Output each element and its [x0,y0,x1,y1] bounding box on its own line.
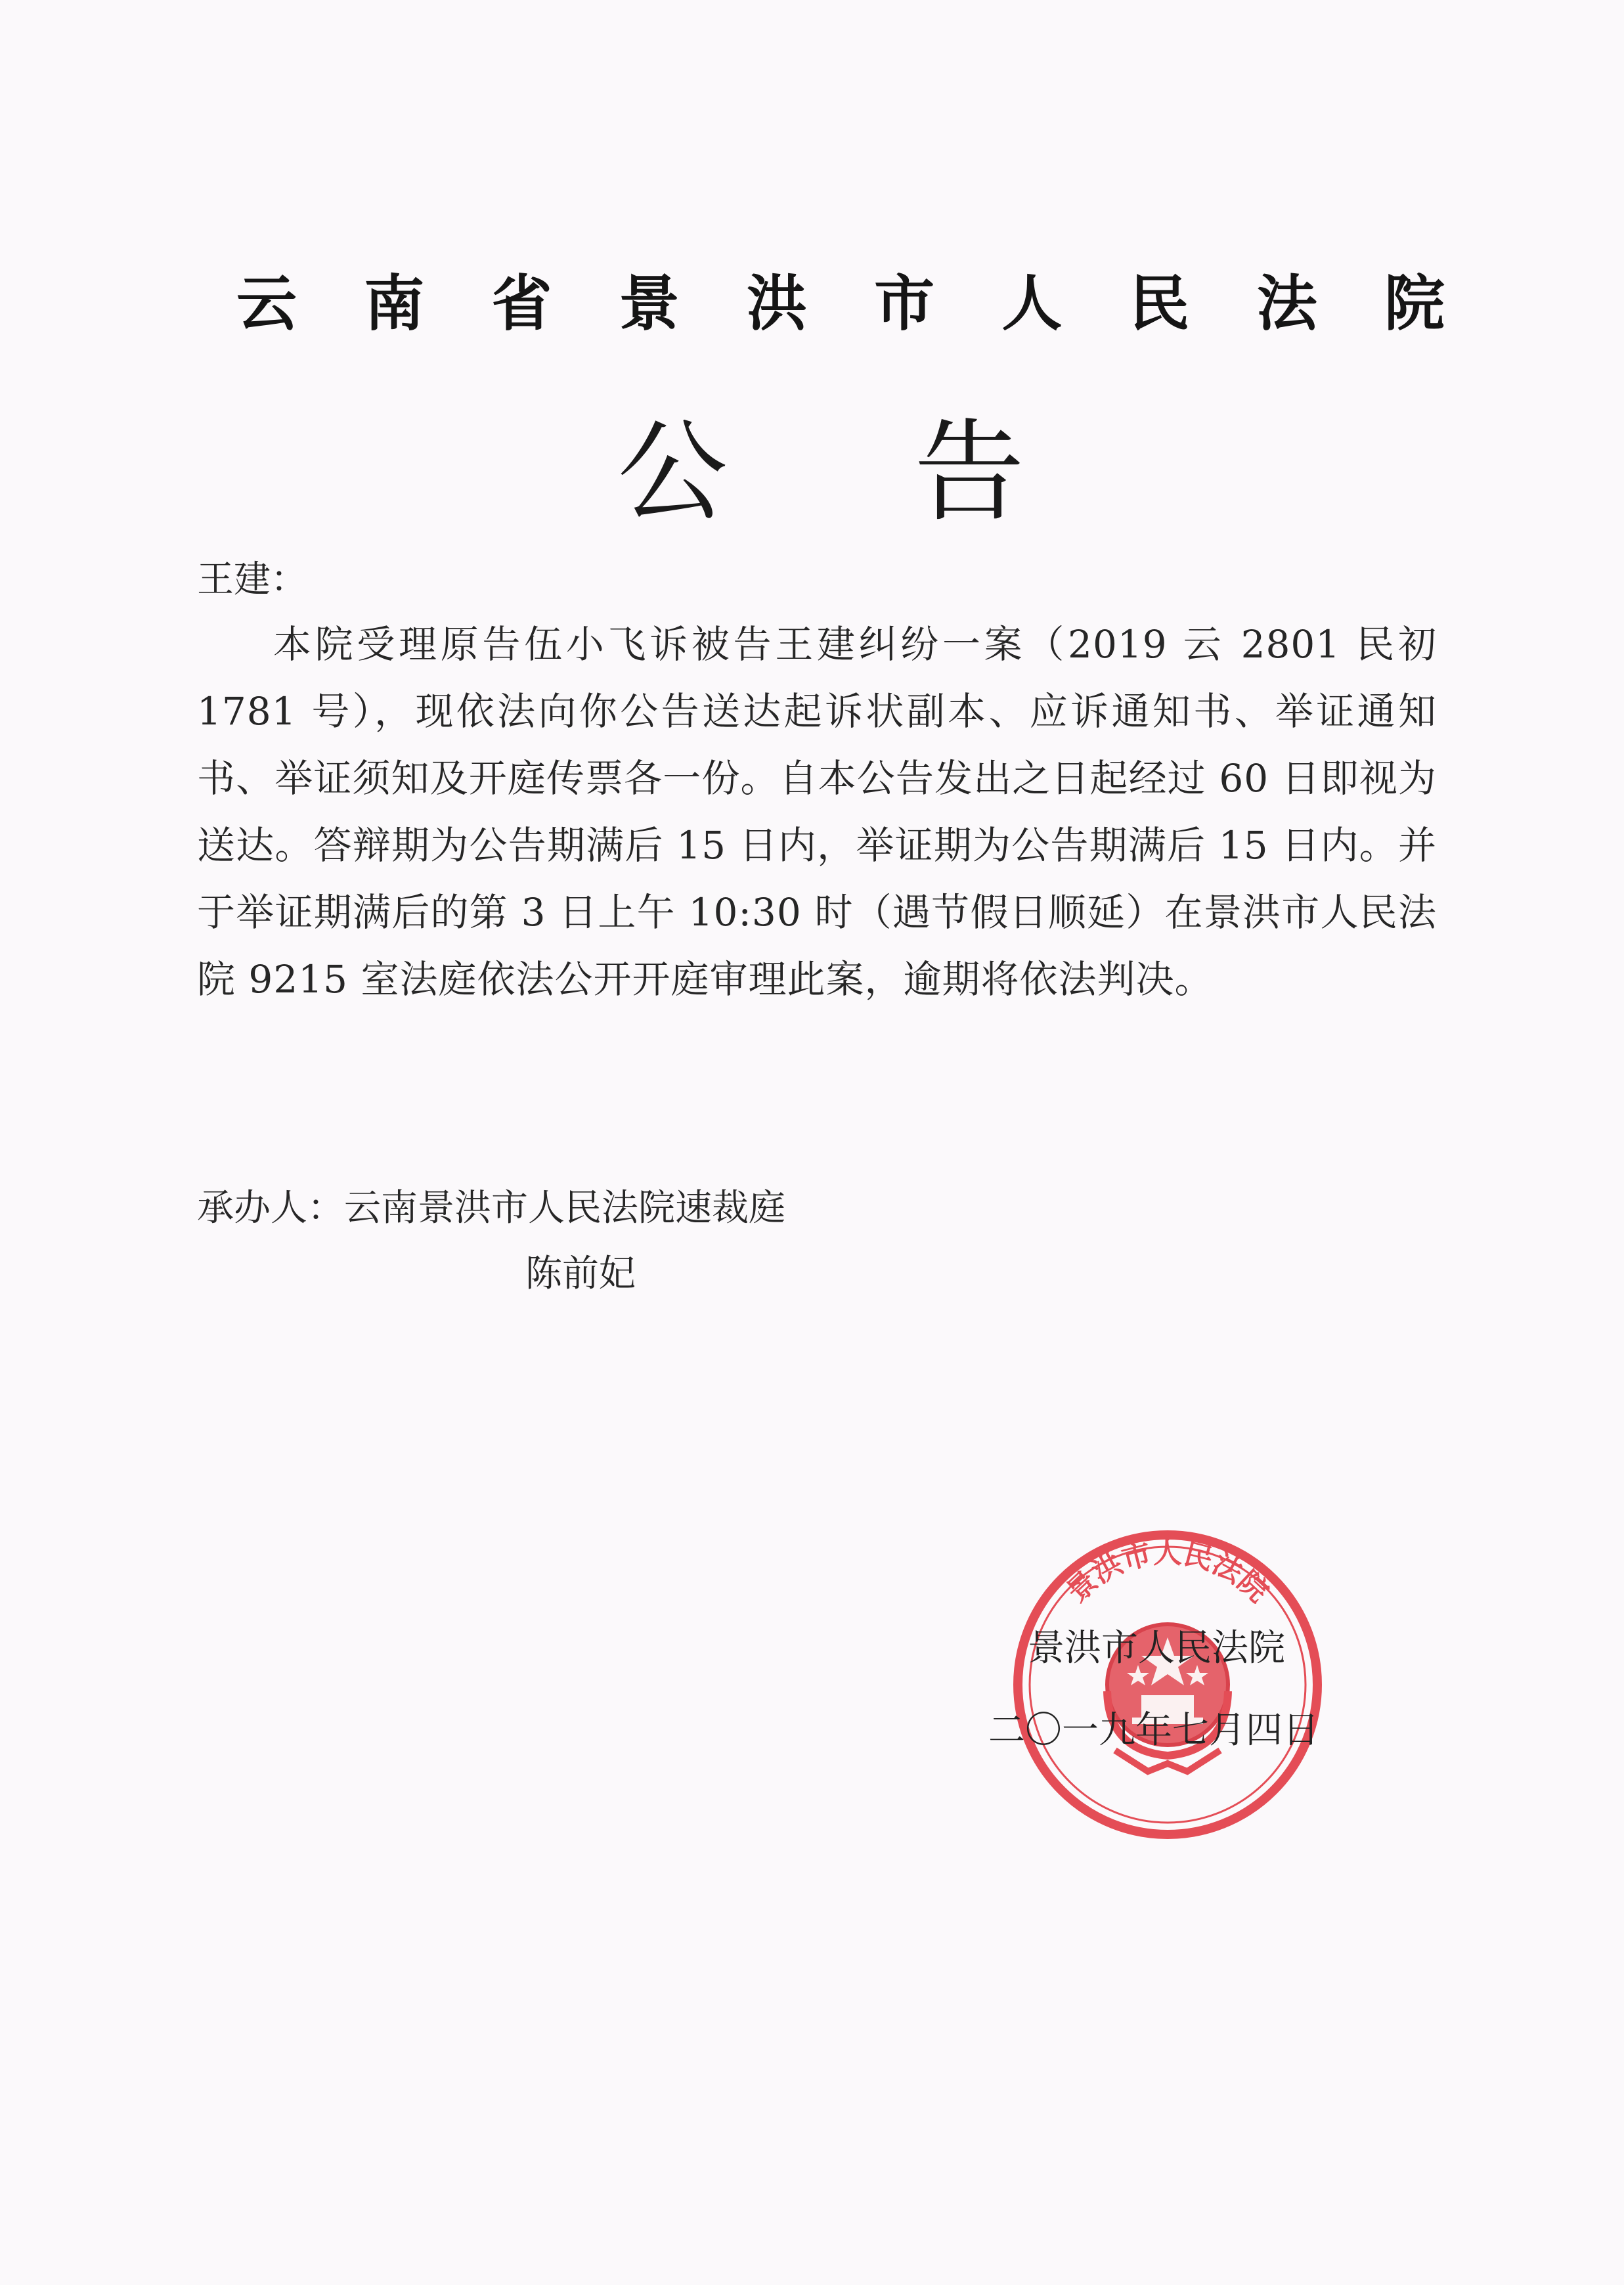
svg-text:景洪市人民法院 [1061,1536,1275,1609]
doc-type-char: 告 [914,407,1024,537]
court-seal-stamp [1010,1527,1325,1842]
court-name-char: 景 [619,269,680,339]
court-name-char: 市 [874,269,935,339]
court-name-char: 南 [364,269,425,339]
court-name-char: 法 [1256,269,1317,339]
court-name-char: 洪 [746,269,807,339]
court-name-heading [236,259,1445,338]
doc-type-char: 公 [617,407,728,537]
document-type-heading [617,404,1024,537]
case-handler-department: 承办人：云南景洪市人民法院速裁庭 [197,1187,785,1230]
issuing-court: 景洪市人民法院 [1028,1627,1285,1670]
court-name-char: 省 [491,269,552,339]
court-name-char: 人 [1001,269,1063,339]
court-name-char: 云 [236,269,297,339]
court-name-char: 民 [1129,269,1190,339]
issue-date: 二〇一九年七月四日 [988,1709,1319,1752]
court-name-char: 院 [1384,269,1445,339]
seal-inscription: 景洪市人民法院 [1060,1536,1275,1609]
notice-body: 本院受理原告伍小飞诉被告王建纠纷一案（2019 云 2801 民初 1781 号），现依法向你公告送达起诉状副本、应诉通知书、举证通知书、举证须知及开庭传票各一份。自本公告发出之日起经过 60 日即视为送达。答辩期为公告期满后 15 日内，举证期为公告期满后 15 日内。并于举证期满后的第 3 日上午 10:30 时（遇节假日顺延）在景洪市人民法院 9215 室法庭依法公开开庭审理此案，逾期将依法判决。 [197,622,1437,1002]
case-handler-name: 陈前妃 [525,1253,636,1295]
addressee: 王建： [197,558,307,601]
